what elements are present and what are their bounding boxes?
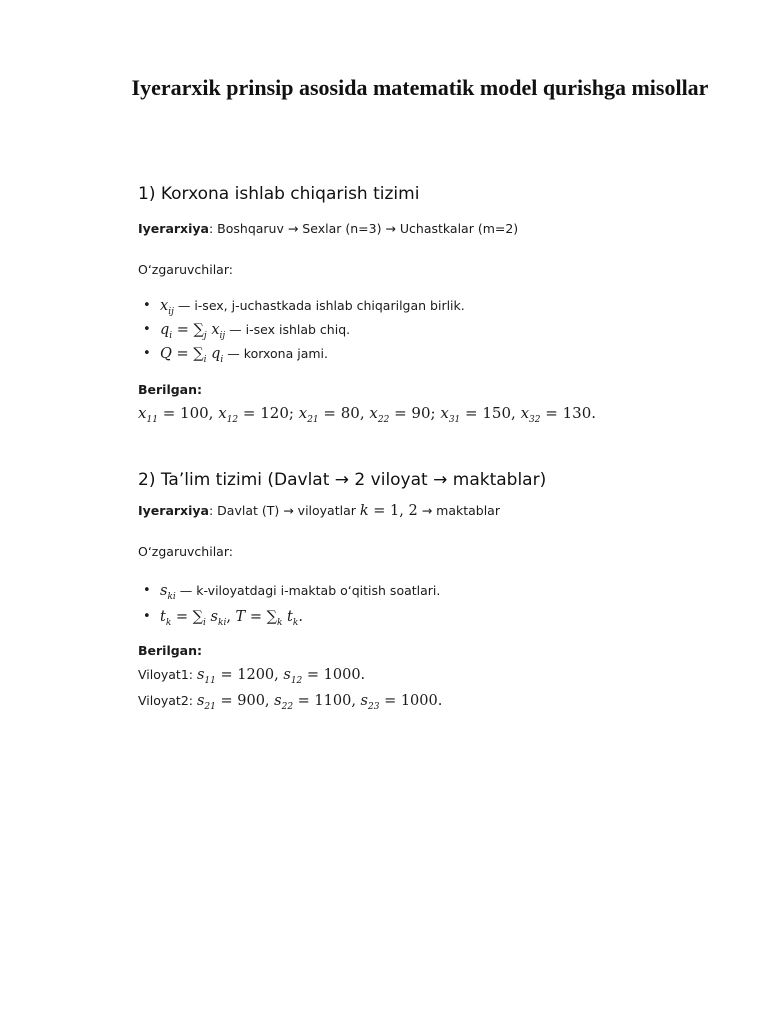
formula-xij: $x_{ij}$ xyxy=(160,298,174,317)
section-2-bullet-1 xyxy=(160,583,440,602)
viloyat2-label: Viloyat2: xyxy=(138,693,197,708)
section-1-given-label: Berilgan: xyxy=(138,382,203,397)
hierarchy-text-a: : Davlat (T) → viloyatlar xyxy=(208,503,360,518)
formula-tk-T: $t_k = \sum_i$ $s_{ki}$, $T = \sum_k$ $t_k$. xyxy=(160,609,303,628)
formula-k: k = 1, 2 xyxy=(359,503,418,519)
formula-qi: $q_i = \sum_j$ $x_{ij}$ xyxy=(160,322,226,341)
hierarchy-label: Iyerarxiya xyxy=(138,221,209,236)
section-1-bullet-3 xyxy=(160,346,328,365)
section-2-variables-label: O‘zgaruvchilar: xyxy=(138,544,233,559)
hierarchy-label: Iyerarxiya xyxy=(138,503,209,518)
bullet-desc: — korxona jami. xyxy=(227,346,328,361)
section-2-hierarchy xyxy=(138,503,500,519)
section-2-given-label: Berilgan: xyxy=(138,643,203,658)
formula-ski: $s_{ki}$ xyxy=(160,583,176,602)
hierarchy-text-b: → maktablar xyxy=(417,503,500,518)
viloyat1-values: $s_{11} = 1200$, $s_{12} = 1000$. xyxy=(196,667,366,686)
section-1-variables-label: O‘zgaruvchilar: xyxy=(138,262,233,277)
section-2-bullet-2 xyxy=(160,609,303,628)
viloyat2-values: $s_{21} = 900$, $s_{22} = 1100$, $s_{23} = 1000$. xyxy=(196,693,443,712)
bullet-desc: — k-viloyatdagi i-maktab o‘qitish soatlari. xyxy=(179,583,441,598)
hierarchy-text: : Boshqaruv → Sexlar (n=3) → Uchastkalar (m=2) xyxy=(208,221,519,236)
section-2-heading: 2) Ta’lim tizimi (Davlat → 2 viloyat → maktablar) xyxy=(138,470,547,490)
section-1-hierarchy xyxy=(138,221,518,236)
section-1-bullet-2 xyxy=(160,322,350,341)
viloyat1-label: Viloyat1: xyxy=(138,667,197,682)
section-2-given-v2 xyxy=(138,693,442,712)
section-1-bullet-1 xyxy=(160,298,465,317)
section-2-given-v1 xyxy=(138,667,365,686)
formula-Q: $Q = \sum_i$ $q_i$ xyxy=(160,346,224,365)
page-title: Iyerarxik prinsip asosida matematik model qurishga misollar xyxy=(131,75,709,100)
bullet-desc: — i-sex, j-uchastkada ishlab chiqarilgan birlik. xyxy=(177,298,465,313)
section-1-heading: 1) Korxona ishlab chiqarish tizimi xyxy=(138,184,420,204)
bullet-desc: — i-sex ishlab chiq. xyxy=(229,322,351,337)
section-1-given-values: $x_{11} = 100$, $x_{12} = 120$; $x_{21} = 80$, $x_{22} = 90$; $x_{31} = 150$, $x_{32} = 130$. xyxy=(138,404,597,425)
